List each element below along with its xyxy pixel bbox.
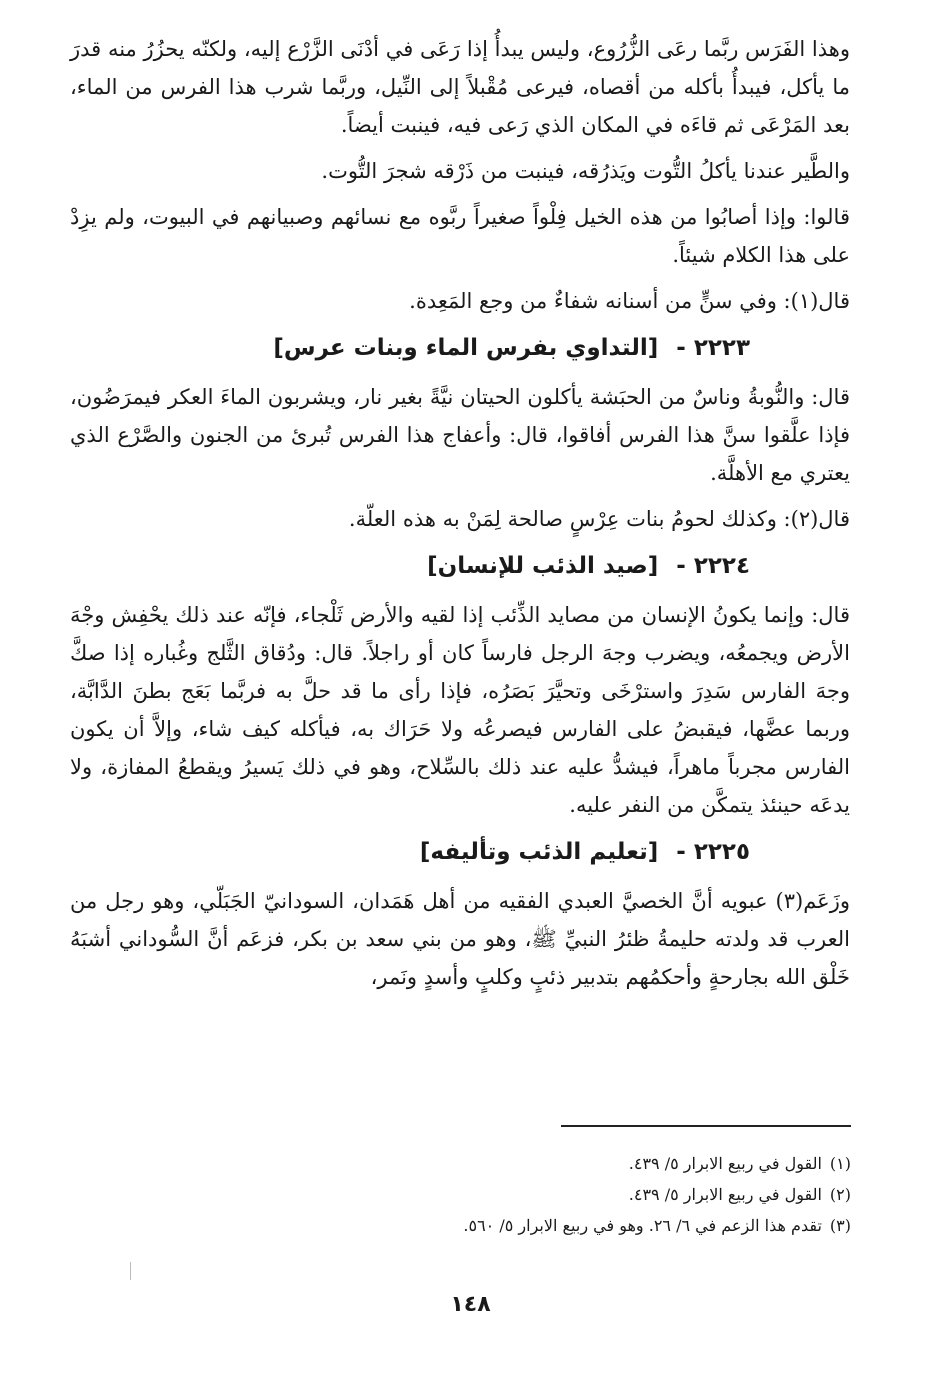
page-body	[70, 30, 850, 1004]
footnote-text: تقدم هذا الزعم في ٦/ ٢٦. وهو في ربيع الابرار ٥/ ٥٦٠.	[463, 1216, 822, 1235]
footnote-text: القول في ربيع الابرار ٥/ ٤٣٩.	[628, 1185, 822, 1204]
footnote-divider	[561, 1125, 851, 1127]
footnote-2	[151, 1179, 851, 1210]
footnote-text: القول في ربيع الابرار ٥/ ٤٣٩.	[628, 1154, 822, 1173]
paragraph-nubians-remedy: قال: والنُّوبةُ وناسٌ من الحبَشة يأكلون الحيتان نيَّةً بغير نار، ويشربون الماءَ العكر فيمرَضُون، فإذا علَّقوا سنَّ هذا الفرس أفاقوا، قال: وأعفاج هذا الفرس تُبرئ من الجنون والصَّرْع الذي يعتري مع الأهلَّة.	[70, 385, 850, 485]
paragraph-birds-mulberry: والطَّير عندنا يأكلُ التُّوت ويَذرُقه، فينبت من ذَرْقه شجرَ التُّوت.	[321, 159, 850, 183]
section-number-2223: ٢٢٢٣ -	[676, 335, 750, 361]
section-number-2224: ٢٢٢٤ -	[676, 553, 750, 579]
section-title-2224: [صيد الذئب للإنسان]	[427, 553, 659, 579]
paragraph-abwayh-claim: وزَعَم(٣) عبويه أنَّ الخصيَّ العبدي الفقيه من أهل هَمَدان، السودانيّ الجَبَلّي، وهو رجل من العرب قد ولدته حليمةُ ظئرُ النبيِّ ﷺ، وهو من بني سعد بن بكر، فزعَم أنَّ السُّوداني أشبَهُ خَلْق الله بجارحةٍ وأحكمُهم بتدبير ذئبٍ وكلبٍ وأسدٍ ونَمر،	[70, 889, 850, 989]
paragraph-foal-raising: قالوا: وإذا أصابُوا من هذه الخيل فِلْواً صغيراً ربَّوه مع نسائهم وصبيانهم في البيوت، ولم يزِدْ على هذا الكلام شيئاً.	[70, 205, 850, 267]
section-title-2225: [تعليم الذئب وتأليفه]	[419, 839, 659, 865]
paragraph-tooth-remedy: قال(١): وفي سنٍّ من أسنانه شفاءٌ من وجع المَعِدة.	[409, 289, 850, 313]
paragraph-wolf-hunting: قال: وإنما يكونُ الإنسان من مصايد الذِّئب إذا لقيه والأرض ثَلْجاء، فإنّه عند ذلك يحْفِش وجْهَ الأرض ويجمعُه، ويضرب وجهَ الرجل فارساً كان أو راجلاً. قال: ودُقاق الثَّلج وغُباره إذا صكَّ وجهَ الفارس سَدِرَ واسترْخَى وتحيَّرَ بَصَرُه، فإذا رأى ما قد حلَّ به فربَّما بَعَج بطنَ الدَّابَّة، وربما عضَّها، فيقبضُ على الفارس فيصرعُه ولا حَرَاك به، فيأكله كيف شاء، وإلاَّ أن يكون الفارس مجرباً ماهراً، فيشدُّ عليه عند ذلك بالسِّلاح، وهو في ذلك يَسيرُ ويقطعُ المفازة، ولا يدعَه حينئذ يتمكَّن من النفر عليه.	[70, 603, 850, 817]
footnotes	[151, 1148, 851, 1241]
footnote-1	[151, 1148, 851, 1179]
section-heading-2224	[70, 546, 850, 586]
footnote-3	[151, 1210, 851, 1241]
section-title-2223: [التداوي بفرس الماء وبنات عرس]	[273, 335, 659, 361]
paragraph-river-horse-grazing: وهذا الفَرَس ربَّما رعَى الزُّرُوع، وليس يبدأُ إذا رَعَى في أدْنَى الزَّرْع إليه، ولكنّه يحزُرُ منه قدرَ ما يأكل، فيبدأُ بأكله من أقصاه، فيرعى مُقْبلاً إلى النِّيل، وربَّما شرب هذا الفرس من الماء، بعد المَرْعَى ثم قاءَه في المكان الذي رَعى فيه، فينبت أيضاً.	[70, 37, 850, 137]
paragraph-weasel-meat: قال(٢): وكذلك لحومُ بنات عِرْسٍ صالحة لِمَنْ به هذه العلّة.	[348, 507, 850, 531]
section-heading-2223	[70, 328, 850, 368]
footnote-number: (١)	[829, 1154, 851, 1173]
section-heading-2225	[70, 832, 850, 872]
footnote-number: (٣)	[829, 1216, 851, 1235]
page-number: ١٤٨	[450, 1292, 491, 1317]
scan-mark	[130, 1262, 131, 1280]
section-number-2225: ٢٢٢٥ -	[676, 839, 750, 865]
footnote-number: (٢)	[829, 1185, 851, 1204]
